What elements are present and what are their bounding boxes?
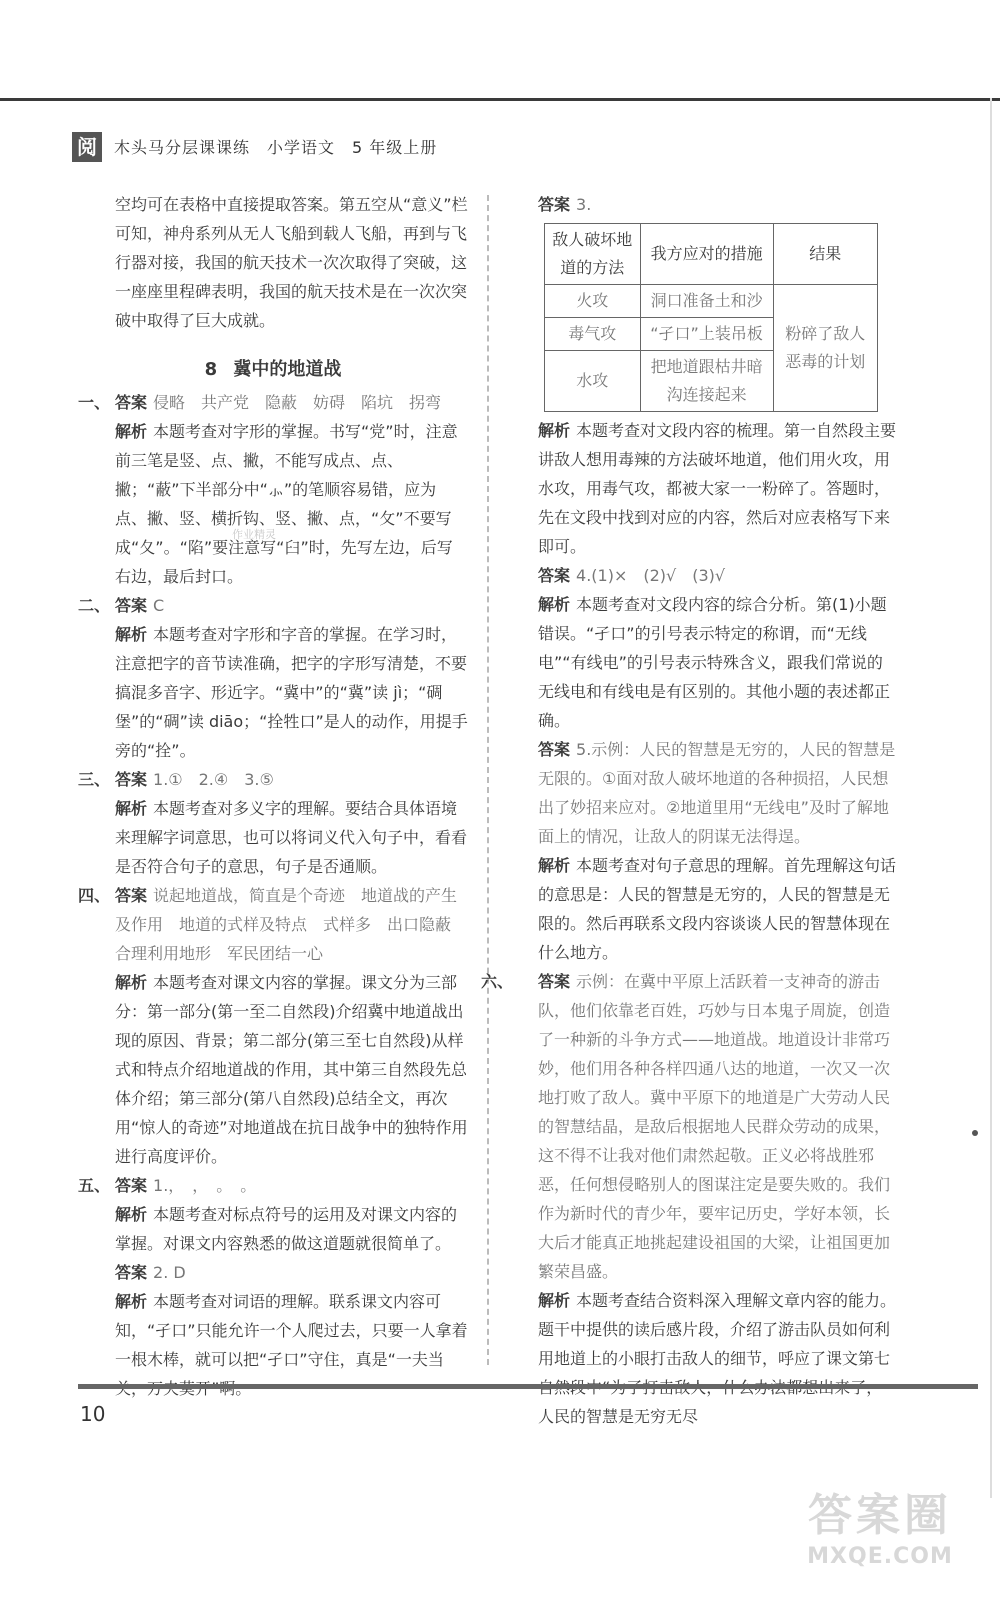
question-5: [78, 1171, 468, 1403]
question-number: 五、: [78, 1176, 111, 1195]
answer-line: 答案 示例：在冀中平原上活跃着一支神奇的游击队，他们依靠老百姓，巧妙与日本鬼子周旋，创造了一种新的斗争方式——地道战。地道设计非常巧妙，他们用各种各样四通八达的地道，一次又一次地打败了敌人。冀中平原下的地道是广大劳动人民的智慧结晶，是敌后根据地人民群众劳动的成果，这不得不让我对他们肃然起敬。正义必将战胜邪恶，任何想侵略别人的图谋注定是要失败的。我们作为新时代的青少年，要牢记历史，学好本领，长大后才能真正地挑起建设祖国的大梁，让祖国更加繁荣昌盛。: [538, 972, 891, 1281]
answer-text: 侵略 共产党 隐蔽 妨碍 陷坑 拐弯: [153, 393, 442, 412]
running-header: [72, 132, 492, 168]
question-2: [78, 591, 468, 765]
table-header: 我方应对的措施: [640, 224, 773, 285]
table-row: [545, 285, 878, 318]
answer-table: [544, 223, 878, 412]
margin-mark: [972, 1130, 978, 1136]
watermark-logo: 答案圈: [808, 1490, 952, 1541]
table-cell: 把地道跟枯井暗沟连接起来: [640, 351, 773, 412]
book-title: 木头马分层课课练 小学语文 5 年级上册: [114, 138, 438, 157]
analysis-line: 解析 本题考查对文段内容的梳理。第一自然段主要讲敌人想用毒辣的方法破坏地道，他们用火攻，用水攻，用毒气攻，都被大家一一粉碎了。答题时，先在文段中找到对应的内容，然后对应表格写下来即可。: [538, 421, 897, 556]
stamp-text: 作业精灵: [232, 528, 276, 541]
table-cell: 水攻: [545, 351, 641, 412]
answer-text: C: [153, 596, 165, 615]
analysis-text: 本题考查对句子意思的理解。首先理解这句话的意思是：人民的智慧是无穷的，人民的智慧是无限的。然后再联系文段内容谈谈人民的智慧体现在什么地方。: [538, 856, 897, 962]
analysis-line: 解析 本题考查对字形的掌握。书写“党”时，注意前三笔是竖、点、撇，不能写成点、点、撇；“蔽”下半部分中“⺗”的笔顺容易错，应为点、撇、竖、横折钩、竖、撇、点，“攵”不要写成“夂”。“陷”要注意写“臼”时，先写左边，后写右边，最后封口。: [115, 422, 458, 586]
analysis-line: 解析 本题考查对句子意思的理解。首先理解这句话的意思是：人民的智慧是无穷的，人民的智慧是无限的。然后再联系文段内容谈谈人民的智慧体现在什么地方。: [538, 856, 897, 962]
question-1: [78, 388, 468, 591]
answer-line: 答案 5.示例：人民的智慧是无穷的，人民的智慧是无限的。①面对敌人破坏地道的各种损招，人民想出了妙招来应对。②地道里用“无线电”及时了解地面上的情况，让敌人的阴谋无法得逞。: [538, 740, 896, 846]
answer-line: 答案 1.， ， 。 。: [115, 1176, 257, 1195]
answer-text: 1.， ， 。 。: [153, 1176, 257, 1195]
question-number: 三、: [78, 770, 111, 789]
page-number: 10: [80, 1402, 106, 1426]
analysis-line: 解析 本题考查对词语的理解。联系课文内容可知，“孑口”只能允许一个人爬过去，只要一人拿着一根木棒，就可以把“孑口”守住，真是“一夫当: [115, 1287, 468, 1403]
answer-text: 说起地道战，简直是个奇迹 地道战的产生及作用 地道的式样及特点 式样多 出口隐蔽 合理利用地形 军民团结一心: [115, 886, 468, 963]
table-result-cell: 粉碎了敌人恶毒的计划: [773, 285, 877, 412]
analysis-line: 解析 本题考查结合资料深入理解文章内容的能力。题干中提供的读后感片段，介绍了游击队员如何利用地道上的小眼打击敌人的细节，呼应了课文第七 人民的智慧是无穷无尽: [538, 1291, 897, 1426]
table-cell: 火攻: [545, 285, 641, 318]
table-header: 敌人破坏地道的方法: [545, 224, 641, 285]
question-number: 四、: [78, 886, 111, 905]
table-cell: 洞口准备土和沙: [640, 285, 773, 318]
analysis-line: 解析 本题考查对字形和字音的掌握。在学习时，注意把字的音节读准确，把字的字形写清楚，不要搞混多音字、形近字。“冀中”的“冀”读 jì；“碉堡”的“碉”读 diāo；“拴牲口”是人的动作，用提手旁的“拴”。: [115, 625, 468, 760]
question-3: [78, 765, 468, 881]
right-column: [481, 190, 898, 1431]
answer-line: 答案 C: [115, 596, 165, 615]
question-number: 一、: [78, 393, 111, 412]
answer-line: 答案 侵略 共产党 隐蔽 妨碍 陷坑 拐弯: [115, 393, 442, 412]
section-title: 冀中的地道战: [233, 359, 342, 380]
analysis-text: 本题考查对文段内容的综合分析。第(1)小题错误。“孑口”的引号表示特定的称谓，而“无线电”“有线电”的引号表示特殊含义，跟我们常说的无线电和有线电是有区别的。其他小题的表述都正确。: [538, 595, 891, 730]
answer-text: 示例：在冀中平原上活跃着一支神奇的游击队，他们依靠老百姓，巧妙与日本鬼子周旋，创造了一种新的斗争方式——地道战。地道设计非常巧妙，他们用各种各样四通八达的地道，一次又一次地打败了敌人。冀中平原下的地道是广大劳动人民的智慧结晶，是敌后根据地人民群众劳动的成果，这不得不让我对他们肃然起敬。正义必将战胜邪恶，任何想侵略别人的图谋注定是要失败的。我们作为新时代的青少年，要牢记历史，学好本领，长大后才能真正地挑起建设祖国的大梁，让祖国更加繁荣昌盛。: [538, 972, 891, 1281]
question-6: [481, 967, 898, 1431]
question-number: 二、: [78, 596, 111, 615]
bottom-rule: [78, 1384, 978, 1389]
answer-text: 1.① 2.④ 3.⑤: [153, 770, 274, 789]
table-header-row: [545, 224, 878, 285]
column-divider: [487, 195, 489, 1365]
table-cell: 毒气攻: [545, 318, 641, 351]
answer-line: 答案 3.: [538, 195, 592, 214]
analysis-text: 本题考查结合资料深入理解文章内容的能力。题干中提供的读后感片段，介绍了游击队员如何利用地道上的小眼打击敌人的细节，呼应了课文第七 人民的智慧是无穷无尽: [538, 1291, 897, 1426]
analysis-text: 本题考查对字形的掌握。书写“党”时，注意前三笔是竖、点、撇，不能写成点、点、撇；“蔽”下半部分中“⺗”的笔顺容易错，应为点、撇、竖、横折钩、竖、撇、点，“攵”不要写成“夂”。“陷”要注意写“臼”时，先写左边，后写右边，最后封口。: [115, 422, 458, 586]
analysis-text: 本题考查对标点符号的运用及对课文内容的掌握。对课文内容熟悉的做这道题就很简单了。: [115, 1205, 458, 1253]
question-4: [78, 881, 468, 1171]
answer-line: 答案 4.(1)× (2)√ (3)√: [538, 566, 726, 585]
table-cell: “孑口”上装吊板: [640, 318, 773, 351]
analysis-line: 解析 本题考查对课文内容的掌握。课文分为三部分：第一部分(第一至二自然段)介绍冀中地道战出现的原因、背景；第二部分(第三至七自然段)从样式和特点介绍地道战的作用，其中第三自然段先总体介绍；第三部分(第八自然段)总结全文，再次用“惊人的奇迹”对地道战在抗日战争中的独特作用进行高度评价。: [115, 973, 468, 1166]
answer-text: 3.: [576, 195, 592, 214]
watermark-url: MXQE.COM: [807, 1544, 953, 1569]
analysis-text: 本题考查对词语的理解。联系课文内容可知，“孑口”只能允许一个人爬过去，只要一人拿着一根木棒，就可以把“孑口”守住，真是“一夫当: [115, 1292, 468, 1369]
book-logo-icon: 阅: [72, 132, 102, 162]
answer-line: 答案 说起地道战，简直是个奇迹 地道战的产生及作用 地道的式样及特点 式样多 出口隐蔽 合理利用地形 军民团结一心: [115, 886, 468, 963]
analysis-text: 本题考查对字形和字音的掌握。在学习时，注意把字的音节读准确，把字的字形写清楚，不要搞混多音字、形近字。“冀中”的“冀”读 jì；“碉堡”的“碉”读 diāo；“拴牲口”是人的动作，用提手旁的“拴”。: [115, 625, 468, 760]
analysis-text: 本题考查对课文内容的掌握。课文分为三部分：第一部分(第一至二自然段)介绍冀中地道战出现的原因、背景；第二部分(第三至七自然段)从样式和特点介绍地道战的作用，其中第三自然段先总体介绍；第三部分(第八自然段)总结全文，再次用“惊人的奇迹”对地道战在抗日战争中的独特作用进行高度评价。: [115, 973, 468, 1166]
table-header: 结果: [773, 224, 877, 285]
analysis-line: 解析 本题考查对多义字的理解。要结合具体语境来理解字词意思，也可以将词义代入句子中，看看是否符合句子的意思，句子是否通顺。: [115, 799, 468, 876]
intro-paragraph: 空均可在表格中直接提取答案。第五空从“意义”栏可知，神舟系列从无人飞船到载人飞船，再到与飞行器对接，我国的航天技术一次次取得了突破，这一座座里程碑表明，我国的航天技术是在一次次突破中取得了巨大成就。: [115, 195, 468, 330]
analysis-text: 本题考查对多义字的理解。要结合具体语境来理解字词意思，也可以将词义代入句子中，看看是否符合句子的意思，句子是否通顺。: [115, 799, 468, 876]
answer-line: 答案 1.① 2.④ 3.⑤: [115, 770, 274, 789]
answer-text: 2. D: [153, 1263, 186, 1282]
analysis-line: 解析 本题考查对标点符号的运用及对课文内容的掌握。对课文内容熟悉的做这道题就很简单了。: [115, 1205, 458, 1253]
left-column: [78, 190, 468, 1403]
analysis-line: 解析 本题考查对文段内容的综合分析。第(1)小题错误。“孑口”的引号表示特定的称谓，而“无线电”“有线电”的引号表示特殊含义，跟我们常说的无线电和有线电是有区别的。其他小题的表述都正确。: [538, 595, 891, 730]
answer-text: 4.(1)× (2)√ (3)√: [576, 566, 726, 585]
section-number: 8: [204, 359, 218, 380]
watermark: [790, 1488, 970, 1588]
question-number: 六、: [481, 972, 514, 991]
section-heading: [78, 355, 468, 384]
top-rule: [0, 98, 1000, 101]
answer-line: 答案 2. D: [115, 1263, 186, 1282]
analysis-text: 本题考查对文段内容的梳理。第一自然段主要讲敌人想用毒辣的方法破坏地道，他们用火攻，用水攻，用毒气攻，都被大家一一粉碎了。答题时，先在文段中找到对应的内容，然后对应表格写下来即可。: [538, 421, 897, 556]
answer-text: 5.示例：人民的智慧是无穷的，人民的智慧是无限的。①面对敌人破坏地道的各种损招，人民想出了妙招来应对。②地道里用“无线电”及时了解地面上的情况，让敌人的阴谋无法得逞。: [538, 740, 896, 846]
page-edge: [990, 98, 992, 1498]
